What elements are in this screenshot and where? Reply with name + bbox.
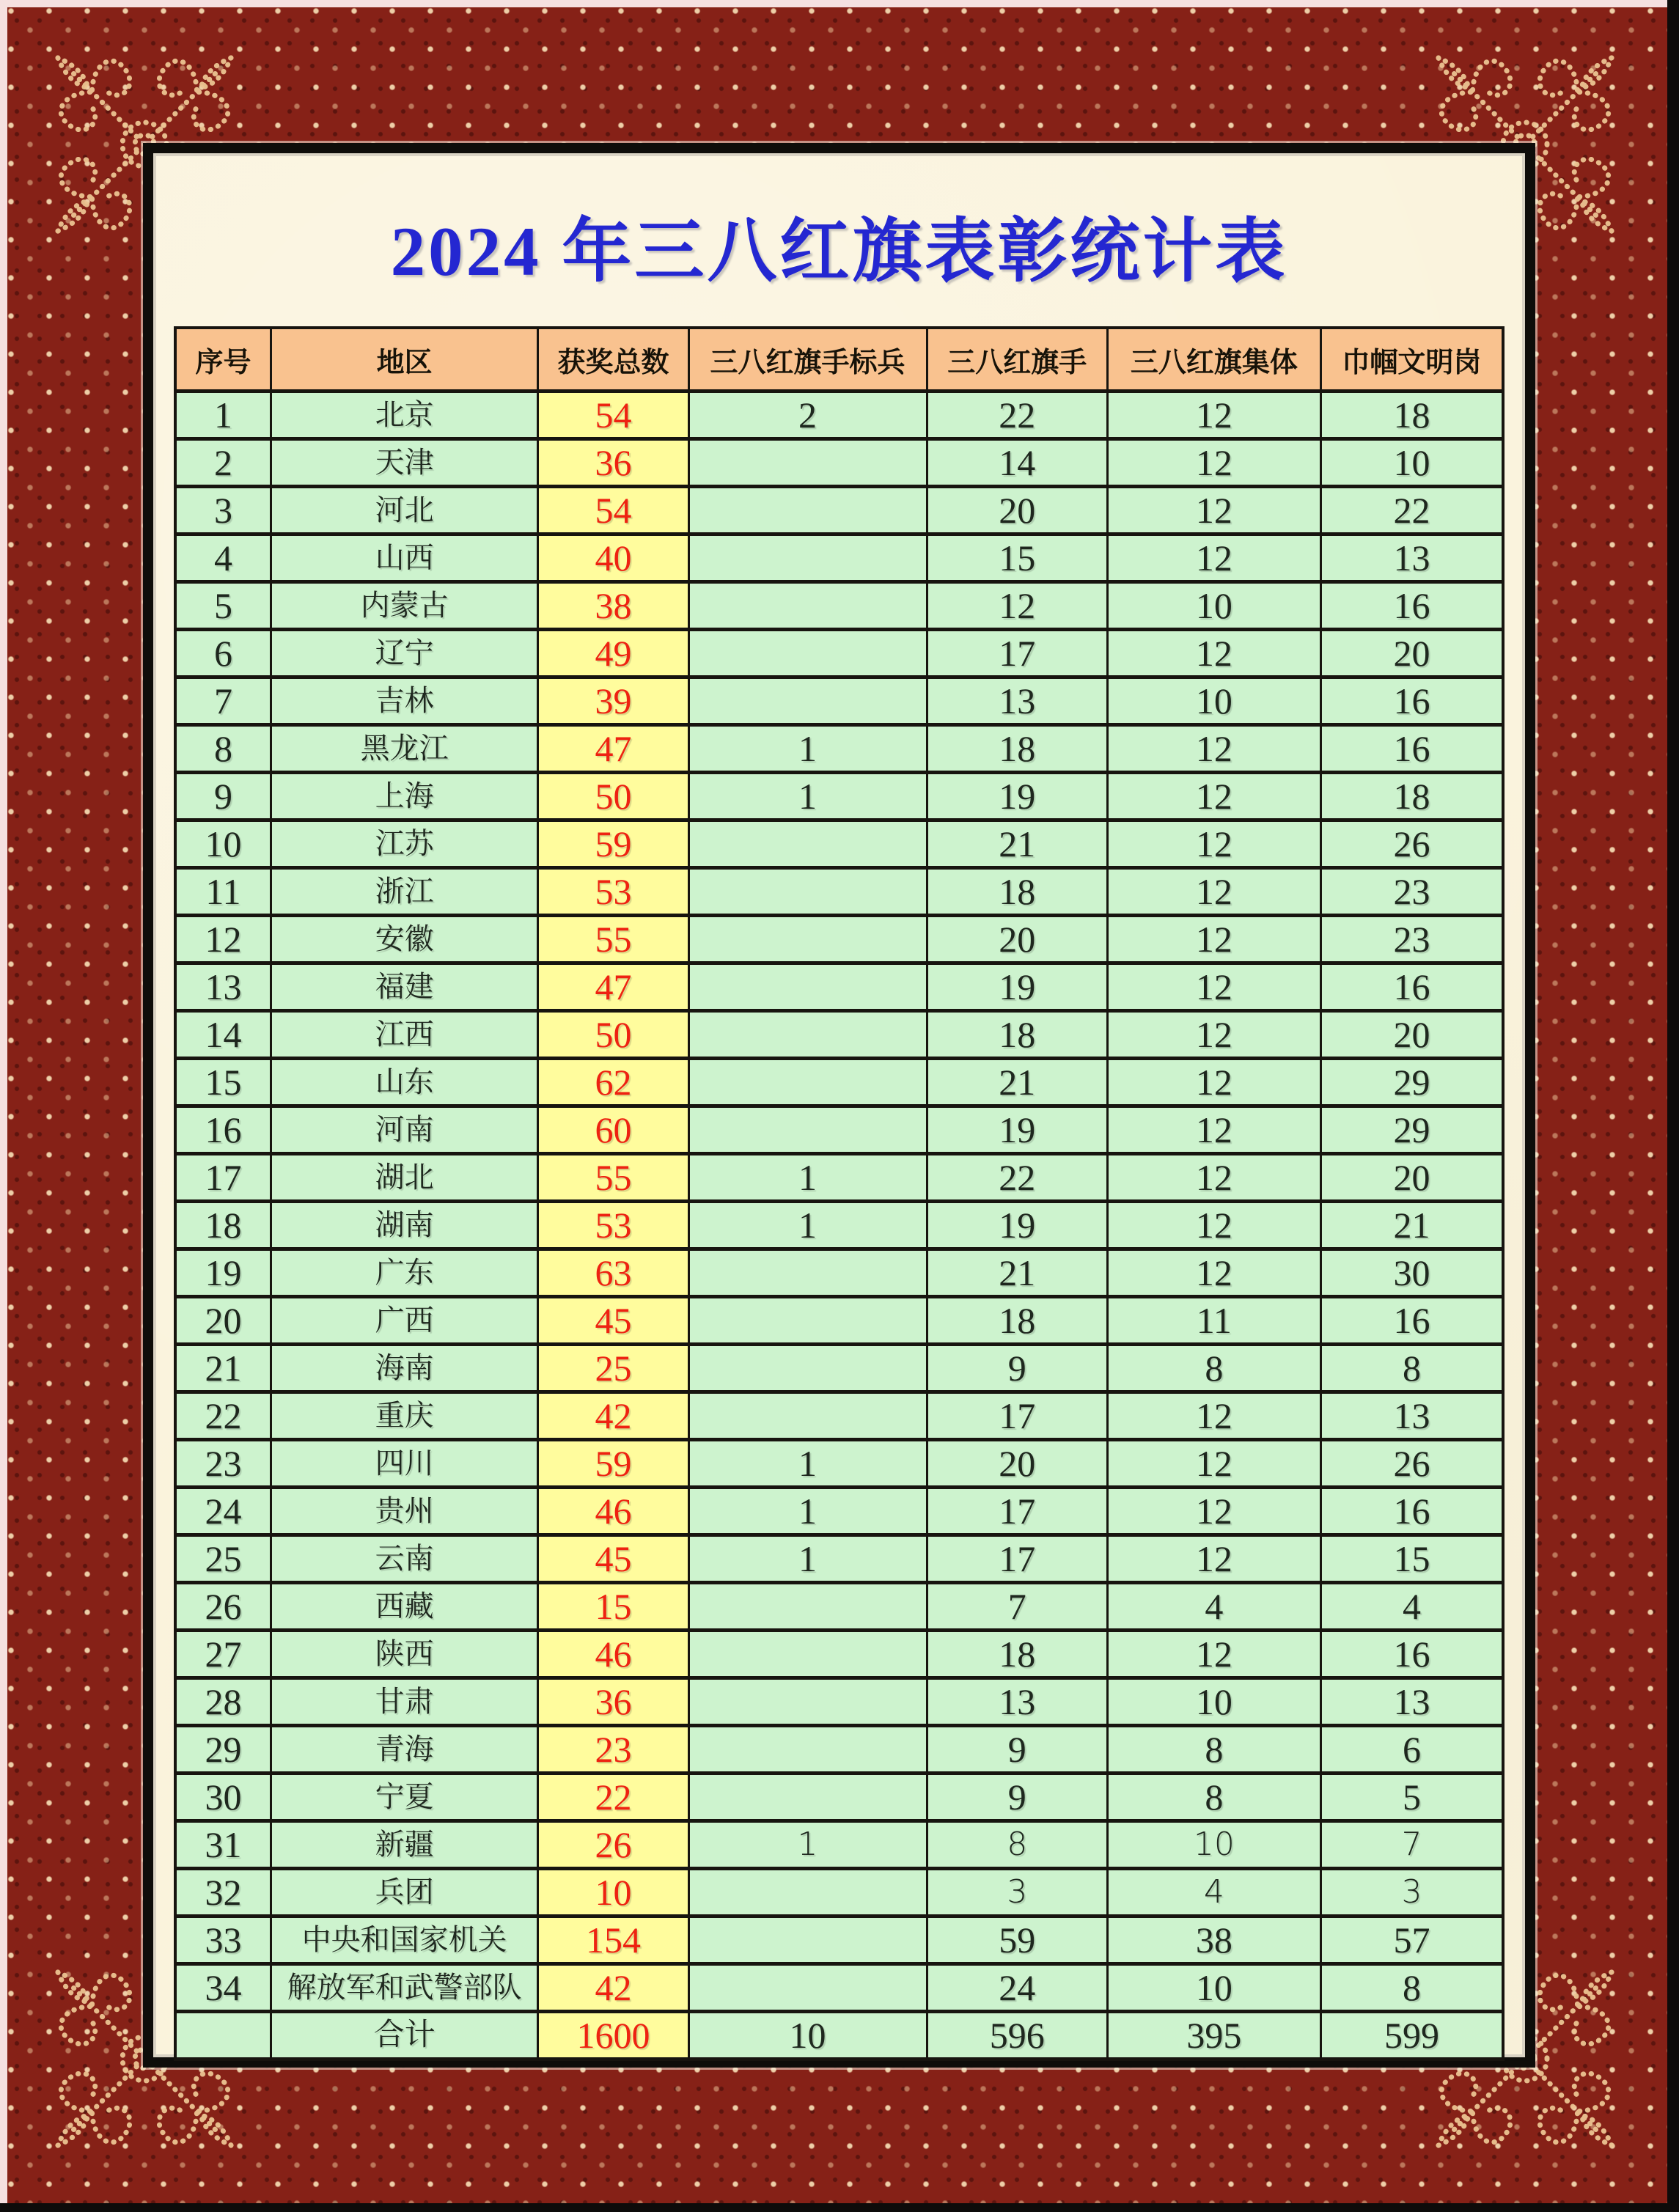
row-number-cell: 25: [175, 1535, 271, 1583]
row-number-cell: 31: [175, 1821, 271, 1869]
table-row: [175, 1249, 1503, 1297]
value-cell: 12: [1107, 916, 1320, 963]
value-cell: 60: [538, 1106, 688, 1154]
value-cell: [688, 534, 927, 582]
value-cell: 20: [1320, 1011, 1503, 1059]
value-cell: 18: [927, 1297, 1107, 1345]
row-number-cell: 11: [175, 868, 271, 916]
value-cell: 1: [688, 1202, 927, 1249]
value-cell: [688, 1869, 927, 1917]
value-cell: 13: [1320, 1678, 1503, 1726]
table-row: [175, 1106, 1503, 1154]
table-row: [175, 916, 1503, 963]
value-cell: 30: [1320, 1249, 1503, 1297]
table-row: [175, 963, 1503, 1011]
region-cell: 山东: [271, 1059, 537, 1106]
value-cell: [688, 916, 927, 963]
row-number-cell: 9: [175, 773, 271, 820]
row-number-cell: 32: [175, 1869, 271, 1917]
value-cell: 23: [538, 1726, 688, 1774]
region-cell: 山西: [271, 534, 537, 582]
value-cell: 1: [688, 1535, 927, 1583]
table-row: [175, 1869, 1503, 1917]
row-number-cell: 21: [175, 1345, 271, 1392]
table-row: [175, 725, 1503, 773]
value-cell: 10: [538, 1869, 688, 1917]
row-number-cell: 14: [175, 1011, 271, 1059]
value-cell: [688, 439, 927, 487]
value-cell: [688, 1631, 927, 1678]
value-cell: 15: [1320, 1535, 1503, 1583]
value-cell: 8: [1107, 1774, 1320, 1821]
table-row: [175, 1583, 1503, 1631]
value-cell: 18: [927, 868, 1107, 916]
table-row: [175, 1774, 1503, 1821]
value-cell: 54: [538, 487, 688, 534]
value-cell: 13: [1320, 1392, 1503, 1440]
value-cell: 22: [1320, 487, 1503, 534]
region-cell: 青海: [271, 1726, 537, 1774]
value-cell: 63: [538, 1249, 688, 1297]
value-cell: 10: [1107, 1964, 1320, 2012]
value-cell: [688, 1678, 927, 1726]
value-cell: 12: [1107, 487, 1320, 534]
value-cell: 1: [688, 1821, 927, 1869]
value-cell: 59: [927, 1917, 1107, 1964]
column-header: 三八红旗手: [927, 328, 1107, 392]
page-title: 2024 年三八红旗表彰统计表: [390, 213, 1288, 290]
column-header: 序号: [175, 328, 271, 392]
value-cell: 22: [927, 392, 1107, 439]
value-cell: [688, 1964, 927, 2012]
value-cell: 12: [927, 582, 1107, 630]
value-cell: 21: [927, 1249, 1107, 1297]
value-cell: [688, 630, 927, 677]
value-cell: 4: [1107, 1869, 1320, 1917]
value-cell: 21: [927, 1059, 1107, 1106]
row-number-cell: 19: [175, 1249, 271, 1297]
value-cell: [688, 487, 927, 534]
value-cell: 18: [927, 1011, 1107, 1059]
row-number-cell: 4: [175, 534, 271, 582]
value-cell: 8: [1107, 1345, 1320, 1392]
value-cell: 50: [538, 1011, 688, 1059]
value-cell: 12: [1107, 1106, 1320, 1154]
value-cell: 16: [1320, 1488, 1503, 1535]
table-row: [175, 820, 1503, 868]
value-cell: 54: [538, 392, 688, 439]
value-cell: 39: [538, 677, 688, 725]
value-cell: 18: [1320, 773, 1503, 820]
region-cell: 浙江: [271, 868, 537, 916]
value-cell: 36: [538, 439, 688, 487]
table-row: [175, 1488, 1503, 1535]
value-cell: 3: [927, 1869, 1107, 1917]
region-cell: 贵州: [271, 1488, 537, 1535]
value-cell: 62: [538, 1059, 688, 1106]
row-number-cell: 13: [175, 963, 271, 1011]
value-cell: 1: [688, 1488, 927, 1535]
region-cell: 河北: [271, 487, 537, 534]
value-cell: 18: [1320, 392, 1503, 439]
row-number-cell: 16: [175, 1106, 271, 1154]
column-header: 三八红旗手标兵: [688, 328, 927, 392]
frame-shadow-bottom: [0, 2203, 1679, 2212]
value-cell: 26: [538, 1821, 688, 1869]
region-cell: 黑龙江: [271, 725, 537, 773]
value-cell: 8: [1320, 1964, 1503, 2012]
value-cell: 20: [927, 1440, 1107, 1488]
value-cell: 13: [1320, 534, 1503, 582]
value-cell: 12: [1107, 439, 1320, 487]
row-number-cell: 10: [175, 820, 271, 868]
table-row: [175, 1059, 1503, 1106]
region-cell: 重庆: [271, 1392, 537, 1440]
region-cell: 解放军和武警部队: [271, 1964, 537, 2012]
row-number-cell: 22: [175, 1392, 271, 1440]
table-row: [175, 1345, 1503, 1392]
table-header-row: [175, 328, 1503, 392]
value-cell: 12: [1107, 1059, 1320, 1106]
row-number-cell: 15: [175, 1059, 271, 1106]
table-row: [175, 1917, 1503, 1964]
value-cell: 55: [538, 916, 688, 963]
frame-shadow-right: [1667, 0, 1679, 2212]
value-cell: [688, 582, 927, 630]
value-cell: 53: [538, 868, 688, 916]
table-row: [175, 439, 1503, 487]
table-row: [175, 582, 1503, 630]
value-cell: 29: [1320, 1106, 1503, 1154]
value-cell: 4: [1320, 1583, 1503, 1631]
value-cell: 16: [1320, 1631, 1503, 1678]
region-cell: 辽宁: [271, 630, 537, 677]
value-cell: 20: [1320, 1154, 1503, 1202]
value-cell: 15: [927, 534, 1107, 582]
value-cell: 596: [927, 2012, 1107, 2059]
value-cell: 7: [1320, 1821, 1503, 1869]
row-number-cell: 28: [175, 1678, 271, 1726]
table-row: [175, 1297, 1503, 1345]
value-cell: [688, 1011, 927, 1059]
value-cell: 23: [1320, 916, 1503, 963]
region-cell: 河南: [271, 1106, 537, 1154]
value-cell: 11: [1107, 1297, 1320, 1345]
value-cell: 22: [538, 1774, 688, 1821]
row-number-cell: 18: [175, 1202, 271, 1249]
value-cell: 12: [1107, 1249, 1320, 1297]
value-cell: 49: [538, 630, 688, 677]
value-cell: 12: [1107, 630, 1320, 677]
value-cell: 5: [1320, 1774, 1503, 1821]
table-row: [175, 1821, 1503, 1869]
value-cell: [688, 1917, 927, 1964]
value-cell: 38: [538, 582, 688, 630]
value-cell: 21: [927, 820, 1107, 868]
region-cell: 内蒙古: [271, 582, 537, 630]
value-cell: 9: [927, 1726, 1107, 1774]
value-cell: 9: [927, 1774, 1107, 1821]
table-row: [175, 1202, 1503, 1249]
value-cell: 1600: [538, 2012, 688, 2059]
row-number-cell: 33: [175, 1917, 271, 1964]
value-cell: 45: [538, 1297, 688, 1345]
value-cell: 17: [927, 1535, 1107, 1583]
value-cell: 40: [538, 534, 688, 582]
value-cell: 20: [927, 487, 1107, 534]
total-row: [175, 2012, 1503, 2059]
value-cell: 1: [688, 1154, 927, 1202]
region-cell: 西藏: [271, 1583, 537, 1631]
value-cell: 12: [1107, 1392, 1320, 1440]
value-cell: 59: [538, 820, 688, 868]
table-row: [175, 392, 1503, 439]
region-cell: 广东: [271, 1249, 537, 1297]
value-cell: 12: [1107, 1440, 1320, 1488]
value-cell: 16: [1320, 677, 1503, 725]
region-cell: 吉林: [271, 677, 537, 725]
value-cell: 46: [538, 1488, 688, 1535]
region-cell: 宁夏: [271, 1774, 537, 1821]
value-cell: [688, 1297, 927, 1345]
value-cell: 50: [538, 773, 688, 820]
row-number-cell: 27: [175, 1631, 271, 1678]
row-number-cell: 34: [175, 1964, 271, 2012]
region-cell: 江苏: [271, 820, 537, 868]
value-cell: 18: [927, 725, 1107, 773]
statistics-table: [174, 326, 1505, 2061]
value-cell: 25: [538, 1345, 688, 1392]
value-cell: 42: [538, 1964, 688, 2012]
value-cell: 10: [688, 2012, 927, 2059]
value-cell: 8: [927, 1821, 1107, 1869]
region-cell: 福建: [271, 963, 537, 1011]
value-cell: 13: [927, 1678, 1107, 1726]
value-cell: 26: [1320, 1440, 1503, 1488]
region-cell: 云南: [271, 1535, 537, 1583]
row-number-cell: 24: [175, 1488, 271, 1535]
row-number-cell: 5: [175, 582, 271, 630]
value-cell: 53: [538, 1202, 688, 1249]
value-cell: [688, 1774, 927, 1821]
table-row: [175, 487, 1503, 534]
value-cell: 1: [688, 725, 927, 773]
row-number-cell: 26: [175, 1583, 271, 1631]
value-cell: [688, 677, 927, 725]
value-cell: 9: [927, 1345, 1107, 1392]
value-cell: 7: [927, 1583, 1107, 1631]
row-number-cell: 23: [175, 1440, 271, 1488]
value-cell: 17: [927, 1488, 1107, 1535]
value-cell: 1: [688, 1440, 927, 1488]
value-cell: 24: [927, 1964, 1107, 2012]
value-cell: 55: [538, 1154, 688, 1202]
value-cell: 10: [1320, 439, 1503, 487]
value-cell: [688, 1249, 927, 1297]
value-cell: 22: [927, 1154, 1107, 1202]
row-number-cell: [175, 2012, 271, 2059]
value-cell: 1: [688, 773, 927, 820]
table-row: [175, 1440, 1503, 1488]
value-cell: 16: [1320, 963, 1503, 1011]
value-cell: 8: [1107, 1726, 1320, 1774]
row-number-cell: 20: [175, 1297, 271, 1345]
value-cell: 26: [1320, 820, 1503, 868]
value-cell: 10: [1107, 1678, 1320, 1726]
region-cell: 天津: [271, 439, 537, 487]
table-row: [175, 1726, 1503, 1774]
value-cell: 3: [1320, 1869, 1503, 1917]
column-header: 巾帼文明岗: [1320, 328, 1503, 392]
value-cell: [688, 1726, 927, 1774]
table-row: [175, 677, 1503, 725]
value-cell: 59: [538, 1440, 688, 1488]
region-cell: 新疆: [271, 1821, 537, 1869]
region-cell: 甘肃: [271, 1678, 537, 1726]
region-cell: 上海: [271, 773, 537, 820]
region-cell: 安徽: [271, 916, 537, 963]
value-cell: 14: [927, 439, 1107, 487]
value-cell: 10: [1107, 582, 1320, 630]
value-cell: [688, 1059, 927, 1106]
row-number-cell: 1: [175, 392, 271, 439]
table-row: [175, 773, 1503, 820]
document-page: [143, 143, 1535, 2068]
row-number-cell: 12: [175, 916, 271, 963]
value-cell: 12: [1107, 1202, 1320, 1249]
value-cell: 19: [927, 1202, 1107, 1249]
column-header: 三八红旗集体: [1107, 328, 1320, 392]
row-number-cell: 8: [175, 725, 271, 773]
column-header: 地区: [271, 328, 537, 392]
table-row: [175, 630, 1503, 677]
region-cell: 北京: [271, 392, 537, 439]
value-cell: 12: [1107, 1488, 1320, 1535]
region-cell: 兵团: [271, 1869, 537, 1917]
value-cell: 47: [538, 725, 688, 773]
value-cell: [688, 963, 927, 1011]
value-cell: 10: [1107, 1821, 1320, 1869]
region-cell: 合计: [271, 2012, 537, 2059]
value-cell: 12: [1107, 534, 1320, 582]
value-cell: [688, 820, 927, 868]
value-cell: 12: [1107, 963, 1320, 1011]
value-cell: 12: [1107, 868, 1320, 916]
value-cell: 12: [1107, 1631, 1320, 1678]
value-cell: 23: [1320, 868, 1503, 916]
region-cell: 四川: [271, 1440, 537, 1488]
value-cell: 395: [1107, 2012, 1320, 2059]
row-number-cell: 30: [175, 1774, 271, 1821]
value-cell: [688, 1106, 927, 1154]
value-cell: 16: [1320, 582, 1503, 630]
value-cell: 19: [927, 963, 1107, 1011]
value-cell: 19: [927, 773, 1107, 820]
table-row: [175, 1392, 1503, 1440]
value-cell: 154: [538, 1917, 688, 1964]
table-row: [175, 1631, 1503, 1678]
value-cell: 46: [538, 1631, 688, 1678]
value-cell: 57: [1320, 1917, 1503, 1964]
value-cell: 10: [1107, 677, 1320, 725]
table-row: [175, 534, 1503, 582]
value-cell: 16: [1320, 1297, 1503, 1345]
row-number-cell: 3: [175, 487, 271, 534]
region-cell: 江西: [271, 1011, 537, 1059]
value-cell: [688, 1392, 927, 1440]
value-cell: 12: [1107, 1535, 1320, 1583]
value-cell: 36: [538, 1678, 688, 1726]
row-number-cell: 2: [175, 439, 271, 487]
value-cell: 15: [538, 1583, 688, 1631]
value-cell: 12: [1107, 392, 1320, 439]
value-cell: 12: [1107, 1154, 1320, 1202]
row-number-cell: 6: [175, 630, 271, 677]
table-row: [175, 1154, 1503, 1202]
value-cell: 45: [538, 1535, 688, 1583]
value-cell: [688, 868, 927, 916]
row-number-cell: 17: [175, 1154, 271, 1202]
region-cell: 海南: [271, 1345, 537, 1392]
table-row: [175, 868, 1503, 916]
region-cell: 湖南: [271, 1202, 537, 1249]
region-cell: 中央和国家机关: [271, 1917, 537, 1964]
value-cell: 20: [1320, 630, 1503, 677]
value-cell: 8: [1320, 1345, 1503, 1392]
region-cell: 广西: [271, 1297, 537, 1345]
value-cell: 12: [1107, 820, 1320, 868]
table-row: [175, 1678, 1503, 1726]
value-cell: [688, 1583, 927, 1631]
value-cell: 2: [688, 392, 927, 439]
table-row: [175, 1011, 1503, 1059]
value-cell: 21: [1320, 1202, 1503, 1249]
row-number-cell: 7: [175, 677, 271, 725]
value-cell: 17: [927, 630, 1107, 677]
value-cell: 4: [1107, 1583, 1320, 1631]
table-row: [175, 1964, 1503, 2012]
value-cell: 42: [538, 1392, 688, 1440]
value-cell: [688, 1345, 927, 1392]
value-cell: 12: [1107, 1011, 1320, 1059]
value-cell: 599: [1320, 2012, 1503, 2059]
value-cell: 47: [538, 963, 688, 1011]
value-cell: 38: [1107, 1917, 1320, 1964]
value-cell: 16: [1320, 725, 1503, 773]
value-cell: 12: [1107, 725, 1320, 773]
value-cell: 13: [927, 677, 1107, 725]
value-cell: 29: [1320, 1059, 1503, 1106]
value-cell: 20: [927, 916, 1107, 963]
value-cell: 12: [1107, 773, 1320, 820]
column-header: 获奖总数: [538, 328, 688, 392]
value-cell: 17: [927, 1392, 1107, 1440]
row-number-cell: 29: [175, 1726, 271, 1774]
value-cell: 6: [1320, 1726, 1503, 1774]
table-row: [175, 1535, 1503, 1583]
region-cell: 陕西: [271, 1631, 537, 1678]
value-cell: 19: [927, 1106, 1107, 1154]
value-cell: 18: [927, 1631, 1107, 1678]
region-cell: 湖北: [271, 1154, 537, 1202]
